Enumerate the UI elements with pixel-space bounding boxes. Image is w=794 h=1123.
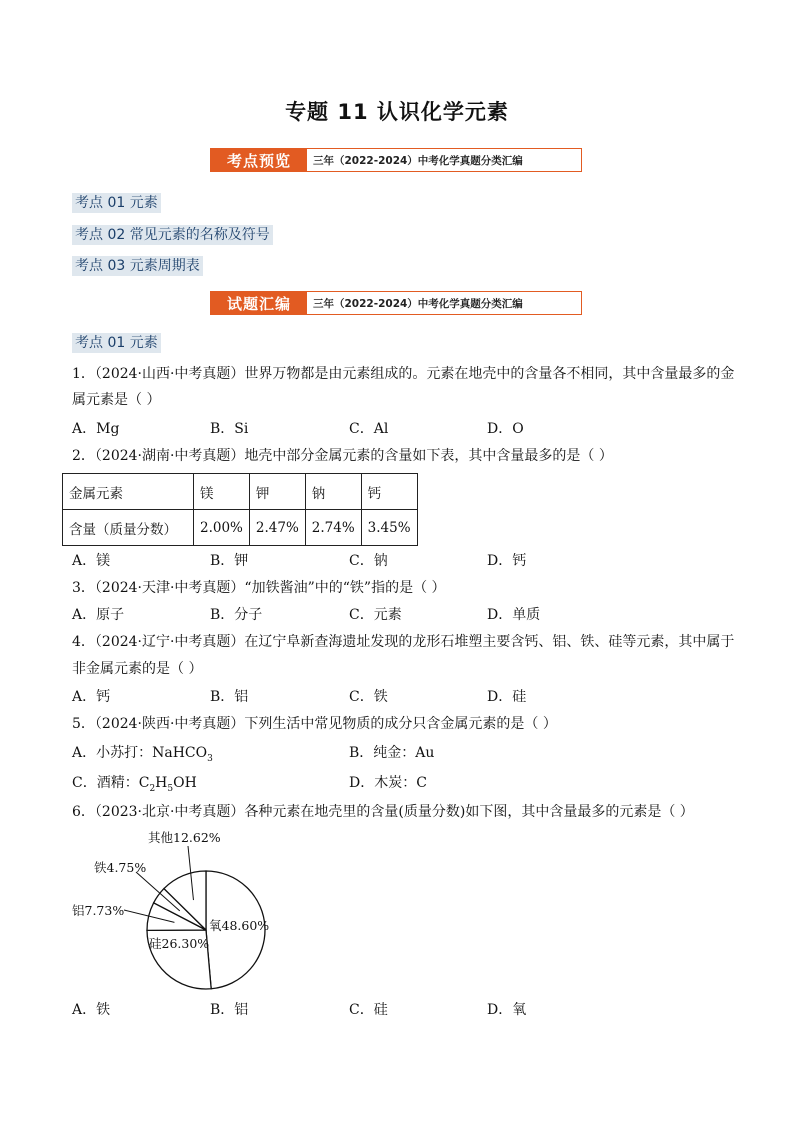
q1-option-b[interactable]: B．Si — [210, 421, 249, 437]
q6-option-d[interactable]: D．氧 — [487, 1002, 527, 1018]
q2-option-d[interactable]: D．钙 — [487, 553, 527, 569]
table-cell: 钙 — [361, 474, 417, 510]
pie-label-氧: 氧48.60% — [209, 918, 270, 933]
preview-banner — [210, 148, 582, 172]
table-row — [63, 474, 418, 510]
q1-stem: 1．（2024·山西·中考真题）世界万物都是由元素组成的。元素在地壳中的含量各不相同，其中含量最多的金 — [72, 366, 735, 382]
q4-option-b[interactable]: B．铝 — [210, 689, 249, 705]
q2-stem: 2．（2024·湖南·中考真题）地壳中部分金属元素的含量如下表，其中含量最多的是（ ） — [72, 448, 613, 464]
q3-option-d[interactable]: D．单质 — [487, 607, 541, 623]
q5-option-c[interactable] — [72, 773, 197, 799]
table-cell: 含量（质量分数） — [63, 510, 194, 546]
q2-option-a[interactable]: A．镁 — [72, 553, 111, 569]
q4-option-c[interactable]: C．铁 — [349, 689, 388, 705]
subscript: 2 — [149, 783, 156, 794]
metal-content-table — [62, 473, 418, 546]
toc-item-01[interactable]: 考点 01 元素 — [72, 193, 161, 213]
q6-option-c[interactable]: C．硅 — [349, 1002, 388, 1018]
pie-label-铝: 铝7.73% — [72, 903, 125, 918]
banner-subtitle: 三年（2022-2024）中考化学真题分类汇编 — [313, 154, 523, 167]
q3-option-c[interactable]: C．元素 — [349, 607, 402, 623]
pie-label-硅: 硅26.30% — [149, 936, 210, 951]
q4-stem: 4．（2024·辽宁·中考真题）在辽宁阜新查海遗址发现的龙形石堆塑主要含钙、铝、铁、硅等元素，其中属于 — [72, 634, 735, 650]
pie-label-其他: 其他12.62% — [148, 830, 221, 845]
q5-option-a[interactable] — [72, 743, 213, 769]
q4-stem-cont: 非金属元素的是（ ） — [72, 661, 203, 677]
q4-option-d[interactable]: D．硅 — [487, 689, 527, 705]
q3-option-b[interactable]: B．分子 — [210, 607, 263, 623]
q1-option-d[interactable]: D．O — [487, 421, 524, 437]
option-text: H — [155, 775, 168, 791]
table-cell: 钾 — [249, 474, 305, 510]
subscript: 3 — [207, 753, 213, 764]
q5-stem: 5．（2024·陕西·中考真题）下列生活中常见物质的成分只含金属元素的是（ ） — [72, 716, 557, 732]
questions-banner — [210, 291, 582, 315]
table-cell: 镁 — [194, 474, 250, 510]
option-text: OH — [173, 775, 197, 791]
q3-option-a[interactable]: A．原子 — [72, 607, 125, 623]
table-row — [63, 510, 418, 546]
option-text: C．酒精：C — [72, 775, 150, 791]
table-cell: 3.45% — [361, 510, 417, 546]
q1-stem-cont: 属元素是（ ） — [72, 392, 161, 408]
table-cell: 2.00% — [194, 510, 250, 546]
q6-stem: 6．（2023·北京·中考真题）各种元素在地壳里的含量(质量分数)如下图，其中含量最多的元素是（ ） — [72, 804, 694, 820]
table-cell: 2.47% — [249, 510, 305, 546]
banner-tag: 考点预览 — [211, 149, 307, 171]
crust-element-pie-chart — [60, 822, 320, 1002]
table-cell: 钠 — [305, 474, 361, 510]
q1-option-a[interactable]: A．Mg — [72, 421, 120, 437]
toc-item-02[interactable]: 考点 02 常见元素的名称及符号 — [72, 225, 273, 245]
page-title: 专题 11 认识化学元素 — [285, 100, 509, 124]
q6-option-a[interactable]: A．铁 — [72, 1002, 111, 1018]
table-cell: 金属元素 — [63, 474, 194, 510]
table-cell: 2.74% — [305, 510, 361, 546]
q1-option-c[interactable]: C．Al — [349, 421, 389, 437]
q2-option-c[interactable]: C．钠 — [349, 553, 388, 569]
q6-option-b[interactable]: B．铝 — [210, 1002, 249, 1018]
q5-option-b[interactable]: B．纯金：Au — [349, 745, 435, 761]
banner-tag: 试题汇编 — [211, 292, 307, 314]
q5-option-d[interactable]: D．木炭：C — [349, 775, 427, 791]
option-text: A．小苏打：NaHCO — [72, 745, 208, 761]
subscript: 5 — [167, 783, 174, 794]
section-heading: 考点 01 元素 — [72, 333, 161, 353]
toc-item-03[interactable]: 考点 03 元素周期表 — [72, 256, 203, 276]
pie-label-铁: 铁4.75% — [94, 860, 147, 875]
banner-subtitle: 三年（2022-2024）中考化学真题分类汇编 — [313, 297, 523, 310]
q2-option-b[interactable]: B．钾 — [210, 553, 249, 569]
q4-option-a[interactable]: A．钙 — [72, 689, 111, 705]
q3-stem: 3．（2024·天津·中考真题）“加铁酱油”中的“铁”指的是（ ） — [72, 580, 446, 596]
